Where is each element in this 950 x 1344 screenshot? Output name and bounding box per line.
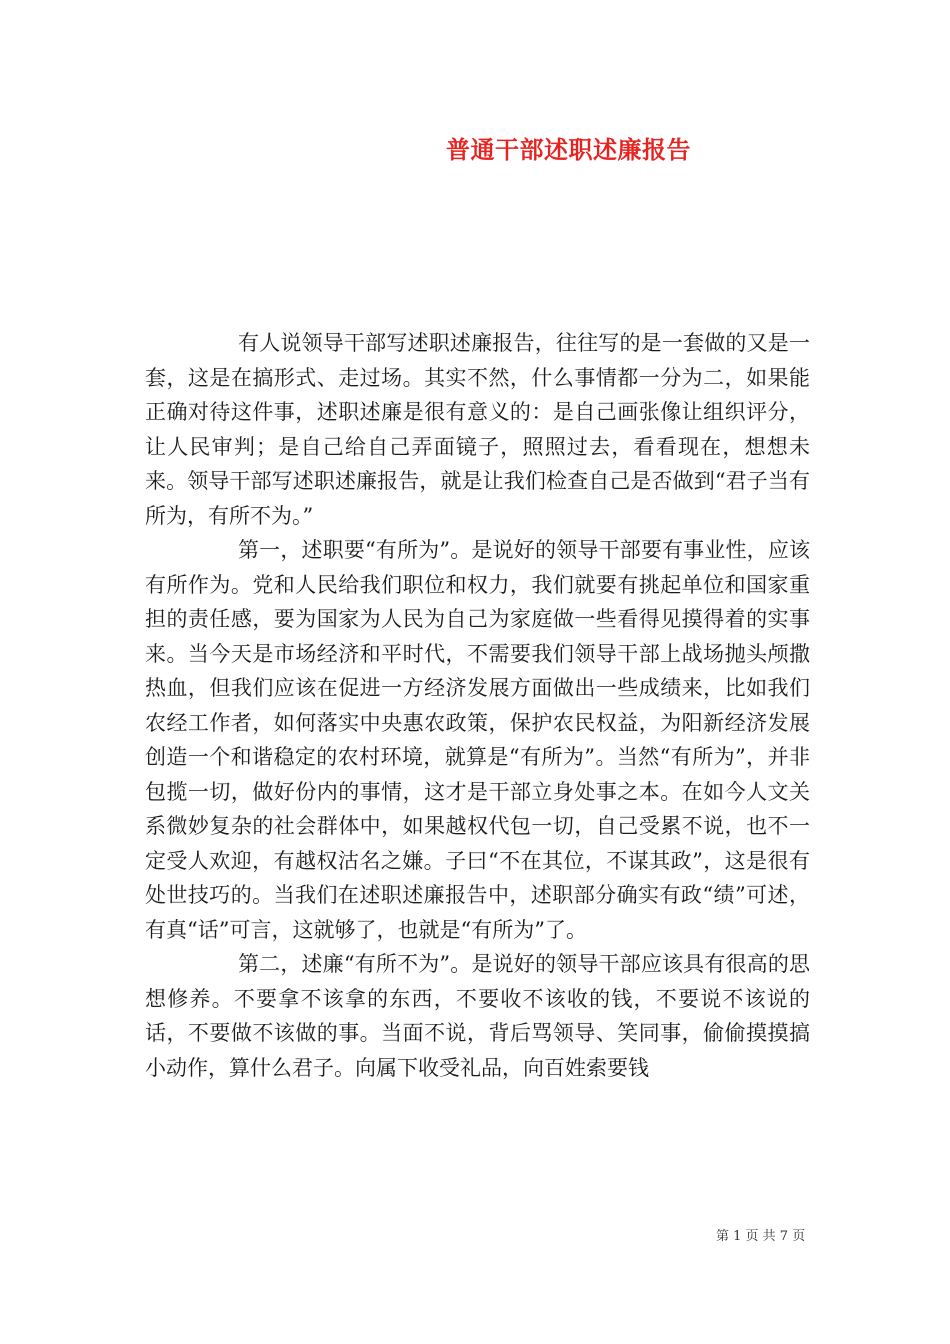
paragraph-first-point: 第一，述职要“有所为”。是说好的领导干部要有事业性，应该有所作为。党和人民给我们职位和权力，我们就要有挑起单位和国家重担的责任感，要为国家为人民为自己为家庭做一些看得见摸得着的实事来。当今天是市场经济和平时代，不需要我们领导干部上战场抛头颅撒热血，但我们应该在促进一方经济发展方面做出一些成绩来，比如我们农经工作者，如何落实中央惠农政策，保护农民权益，为阳新经济发展创造一个和谐稳定的农村环境，就算是“有所为”。当然“有所为”，并非包揽一切，做好份内的事情，这才是干部立身处事之本。在如今人文关系微妙复杂的社会群体中，如果越权代包一切，自己受累不说，也不一定受人欢迎，有越权沽名之嫌。子曰“不在其位，不谋其政”，这是很有处世技巧的。当我们在述职述廉报告中，述职部分确实有政“绩”可述，有真“话”可言，这就够了，也就是“有所为”了。: [145, 538, 810, 942]
paragraph-second-point: 第二，述廉“有所不为”。是说好的领导干部应该具有很高的思想修养。不要拿不该拿的东西，不要收不该收的钱，不要说不该说的话，不要做不该做的事。当面不说，背后骂领导、笑同事，偷偷摸摸搞小动作，算什么君子。向属下收受礼品，向百姓索要钱: [145, 952, 810, 1080]
paragraph-intro: 有人说领导干部写述职述廉报告，往往写的是一套做的又是一套，这是在搞形式、走过场。其实不然，什么事情都一分为二，如果能正确对待这件事，述职述廉是很有意义的：是自己画张像让组织评分，让人民审判；是自己给自己弄面镜子，照照过去，看看现在，想想未来。领导干部写述职述廉报告，就是让我们检查自己是否做到“君子当有所为，有所不为。”: [145, 331, 810, 528]
document-body: [145, 326, 810, 1085]
page-number-footer: 第 1 页 共 7 页: [716, 1229, 806, 1244]
page-title: 普通干部述职述廉报告: [446, 135, 691, 164]
